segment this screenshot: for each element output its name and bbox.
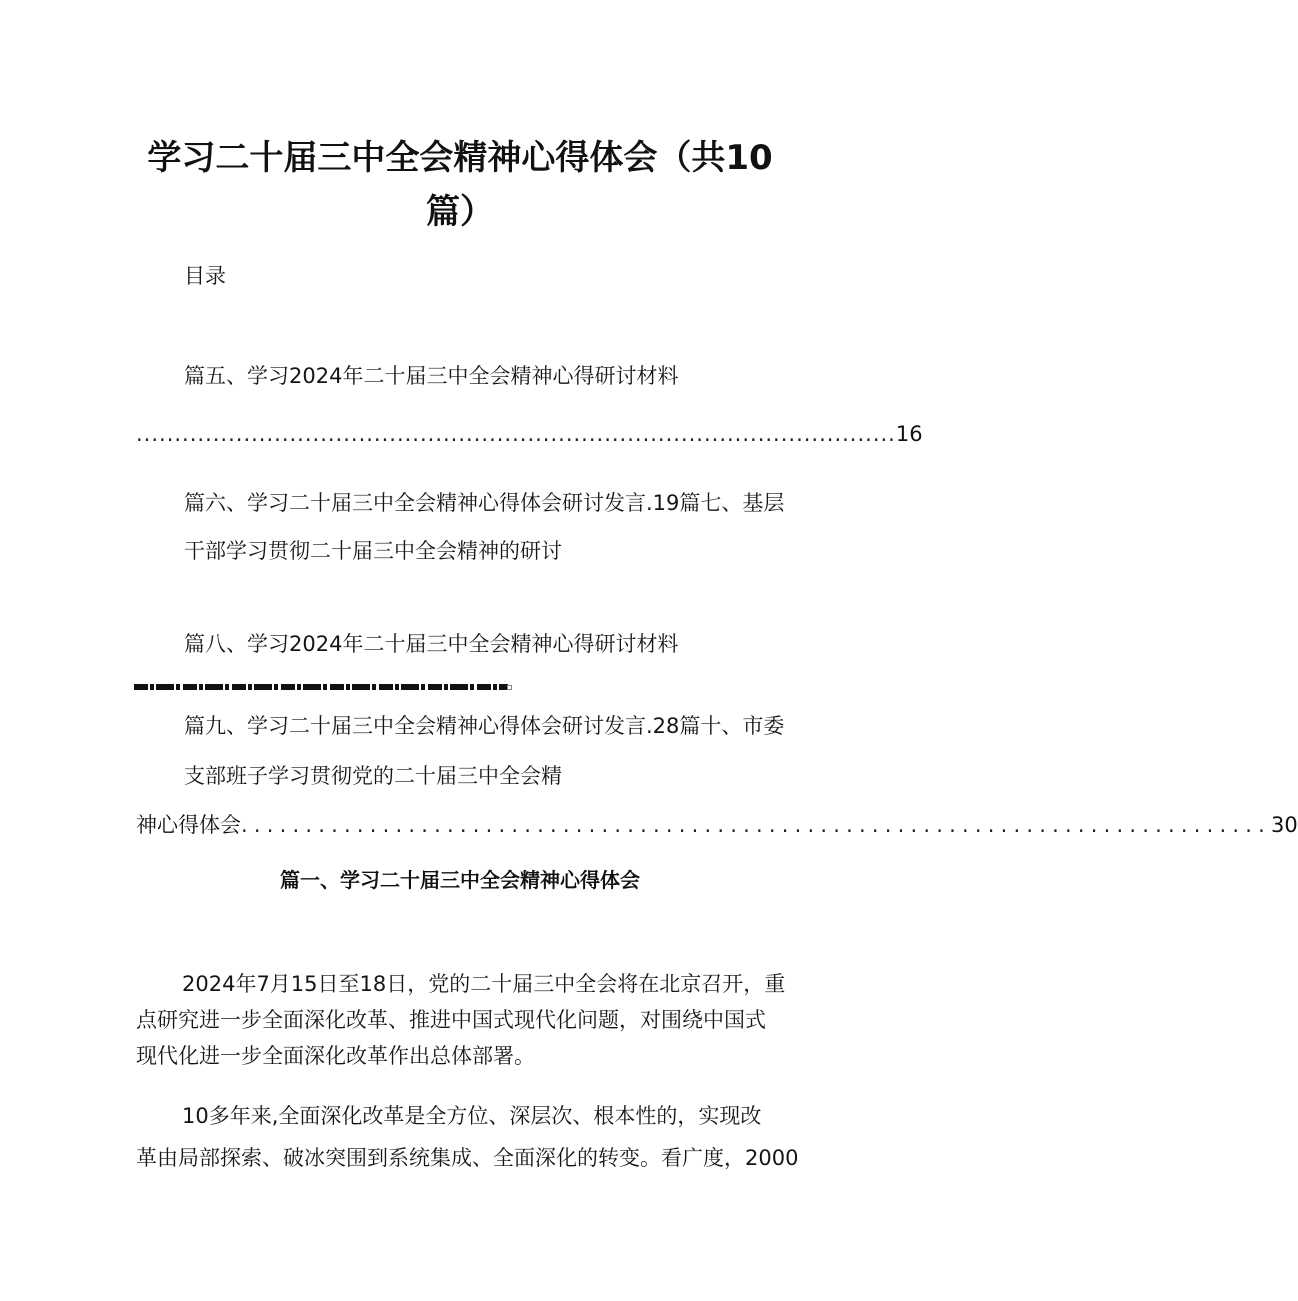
paragraph-line: 现代化进一步全面深化改革作出总体部署。	[136, 1044, 535, 1068]
toc-entry-10-leader	[136, 811, 1298, 839]
toc-entry-8-leader	[134, 684, 508, 690]
toc-page-number: 30	[1271, 813, 1298, 837]
toc-label: 目录	[184, 264, 226, 288]
paragraph-line	[136, 966, 796, 1002]
document-title-line2: 篇）	[426, 192, 494, 232]
paragraph-line	[136, 1098, 796, 1134]
toc-entry-5: 篇五、学习2024年二十届三中全会精神心得研讨材料	[184, 364, 679, 388]
paragraph-text: 2024年7月15日至18日，党的二十届三中全会将在北京召开，重	[182, 972, 786, 996]
paragraph-text: 10多年来,全面深化改革是全方位、深层次、根本性的，实现改	[182, 1104, 762, 1128]
toc-entry-7-cont: 干部学习贯彻二十届三中全会精神的研讨	[184, 539, 562, 563]
toc-entry-10-cont: 支部班子学习贯彻党的二十届三中全会精	[184, 764, 562, 788]
toc-entry-8: 篇八、学习2024年二十届三中全会精神心得研讨材料	[184, 632, 679, 656]
toc-entry-10-tail: 神心得体会	[136, 813, 241, 837]
toc-dots: ................................................................................	[241, 813, 1272, 837]
section-heading: 篇一、学习二十届三中全会精神心得体会	[280, 868, 640, 892]
toc-entry-5-leader	[136, 420, 923, 448]
toc-entry-9: 篇九、学习二十届三中全会精神心得体会研讨发言.28篇十、市委	[184, 714, 785, 738]
toc-page-number: 16	[895, 422, 923, 446]
toc-entry-6: 篇六、学习二十届三中全会精神心得体会研讨发言.19篇七、基层	[184, 491, 785, 515]
document-title-line1: 学习二十届三中全会精神心得体会（共10	[147, 138, 773, 178]
toc-dots: ...................................................................................................	[136, 422, 896, 446]
paragraph-line: 点研究进一步全面深化改革、推进中国式现代化问题，对围绕中国式	[136, 1008, 766, 1032]
paragraph-line: 革由局部探索、破冰突围到系统集成、全面深化的转变。看广度，2000	[136, 1146, 799, 1170]
